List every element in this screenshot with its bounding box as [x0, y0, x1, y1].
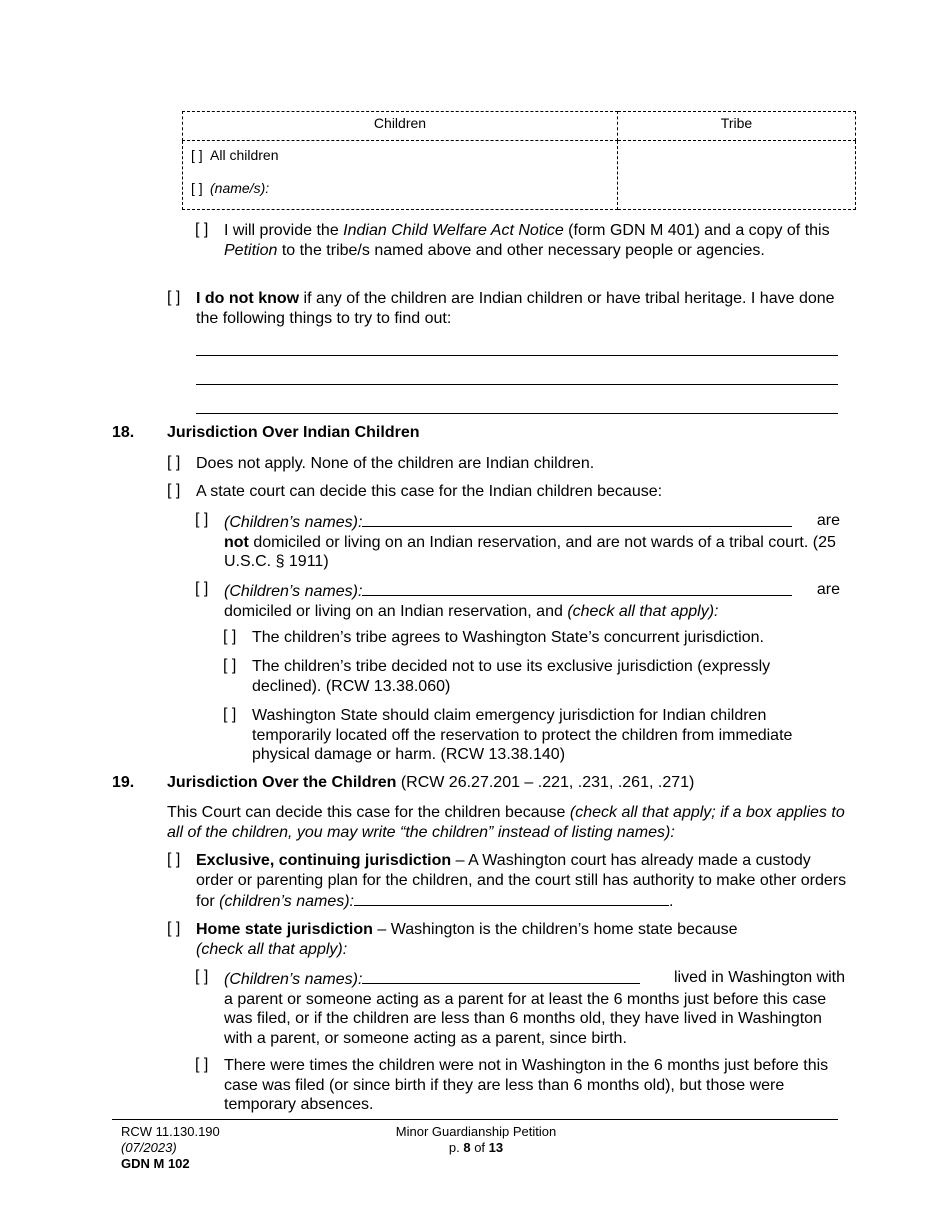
s19-home-option: [ ] Home state jurisdiction – Washington is the children’s home state because (check all that apply): [167, 920, 738, 958]
footer-title: Minor Guardianship Petition [395, 1124, 557, 1139]
checkbox[interactable]: [ ] [167, 920, 181, 937]
footer-left [121, 1124, 220, 1172]
s19-home-sub-1: [ ] (Children’s names): lived in Washington with a parent or someone acting as a parent for at least the 6 months just before this case was filed, or if the children are less than 6 months old, they have lived in Washington with a parent, or someone acting as a parent, since birth. [195, 968, 845, 1047]
names-field[interactable] [354, 890, 669, 906]
footer-form: GDN M 102 [121, 1156, 190, 1171]
checkbox[interactable]: [ ] [223, 628, 237, 645]
names-label: (name/s): [210, 180, 270, 196]
s18-option-1-text: Does not apply. None of the children are Indian children. [196, 455, 595, 472]
answer-line[interactable] [196, 355, 838, 356]
answer-line[interactable] [196, 384, 838, 385]
s18-sub-a: [ ] (Children’s names): are not domiciled or living on an Indian reservation, and are not wards of a tribal court. (25 U.S.C. § 1911) [195, 511, 840, 571]
section-19-number: 19. [112, 774, 135, 791]
checkbox[interactable]: [ ] [223, 706, 237, 723]
checkbox[interactable]: [ ] [167, 289, 181, 306]
checkbox[interactable]: [ ] [167, 454, 181, 471]
children-header: Children [183, 112, 618, 141]
all-children-label: All children [210, 147, 279, 163]
dont-know-text: I do not know if any of the children are Indian children or have tribal heritage. I have done the following things to try to find out: [196, 290, 835, 327]
names-field[interactable] [362, 580, 792, 596]
footer-rule [112, 1119, 838, 1120]
answer-line[interactable] [196, 413, 838, 414]
s18-sub-b: [ ] (Children’s names): are domiciled or living on an Indian reservation, and (check all that apply): [195, 580, 840, 620]
section-18-title: Jurisdiction Over Indian Children [167, 424, 420, 441]
names-label: (Children’s names): [224, 583, 363, 600]
section-18-number: 18. [112, 424, 135, 441]
icwa-text: I will provide the Indian Child Welfare Act Notice (form GDN M 401) and a copy of this Petition to the tribe/s named above and other necessary people or agencies. [224, 222, 830, 259]
checkbox[interactable]: [ ] [195, 968, 209, 985]
s19-exclusive-option: [ ] Exclusive, continuing jurisdiction – A Washington court has already made a custody order or parenting plan for the children, and the court still has authority to make other orders for (children’s names): . [167, 851, 847, 911]
names-field[interactable] [362, 968, 640, 984]
footer-date: (07/2023) [121, 1140, 177, 1155]
checkbox[interactable]: [ ] [167, 482, 181, 499]
tribe-cell[interactable] [618, 141, 856, 210]
checkbox[interactable]: [ ] [167, 851, 181, 868]
s18-sub-b2: [ ] The children’s tribe decided not to use its exclusive jurisdiction (expressly declined). (RCW 13.38.060) [223, 657, 771, 695]
s18-sub-b3: [ ] Washington State should claim emergency jurisdiction for Indian children temporarily located off the reservation to protect the children from immediate physical damage or harm. (RCW 13.38.140) [223, 706, 793, 764]
names-label: (Children’s names): [224, 514, 363, 531]
s18-sub-b1: [ ] The children’s tribe agrees to Washington State’s concurrent jurisdiction. [223, 628, 764, 646]
checkbox[interactable]: [ ] [195, 580, 209, 597]
checkbox[interactable]: [ ] [195, 1056, 209, 1073]
s19-home-sub-2: [ ] There were times the children were not in Washington in the 6 months just before this case was filed (or since birth if they are less than 6 months old), but those were temporary absences. [195, 1056, 829, 1114]
footer-rcw: RCW 11.130.190 [121, 1124, 220, 1139]
tribe-table [182, 111, 856, 210]
dont-know-option [167, 289, 847, 328]
footer-center [326, 1124, 626, 1156]
footer-page: p. 8 of 13 [448, 1140, 504, 1155]
s18-option-2-text: A state court can decide this case for the Indian children because: [196, 483, 663, 500]
all-children-row [183, 141, 617, 175]
names-field[interactable] [362, 511, 792, 527]
section-19-title: Jurisdiction Over the Children (RCW 26.27.201 – .221, .231, .261, .271) [167, 774, 695, 791]
checkbox[interactable]: [ ] [195, 221, 209, 238]
icwa-option [195, 221, 845, 260]
tribe-header: Tribe [618, 112, 856, 141]
checkbox[interactable]: [ ] [191, 147, 203, 163]
checkbox[interactable]: [ ] [191, 180, 203, 196]
checkbox[interactable]: [ ] [223, 657, 237, 674]
checkbox[interactable]: [ ] [195, 511, 209, 528]
s18-option-2 [167, 482, 847, 502]
s19-intro: This Court can decide this case for the children because (check all that apply; if a box applies to all of the children, you may write “the children” instead of listing names): [167, 804, 845, 841]
names-row [183, 175, 617, 209]
s18-option-1 [167, 454, 847, 474]
